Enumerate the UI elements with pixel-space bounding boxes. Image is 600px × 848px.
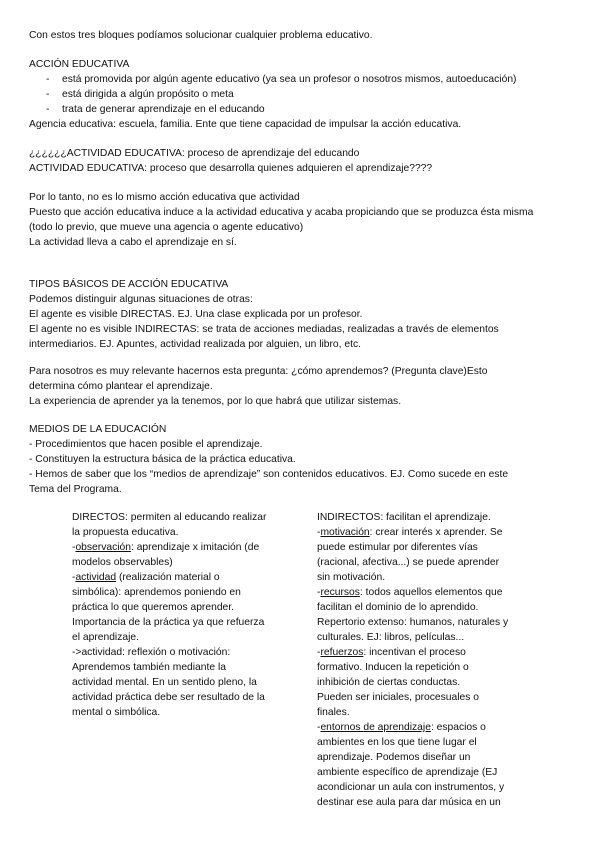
text-line: Importancia de la práctica ya que refuerza: [72, 617, 265, 628]
tipos-basicos-section: [29, 277, 578, 352]
column-heading: DIRECTOS: permiten al educando realizar: [72, 512, 267, 523]
intro-line: Con estos tres bloques podíamos solucionar cualquier problema educativo.: [29, 30, 373, 41]
list-item: [29, 102, 578, 117]
list-item: [29, 72, 578, 87]
text-line: ambiente específico de aprendizaje (EJ: [317, 767, 498, 778]
actividad-term-line: [72, 570, 297, 585]
text-line: intermediarios. EJ. Apuntes, actividad realizada por alguien, un libro, etc.: [29, 339, 361, 350]
term-recursos: recursos: [320, 587, 360, 598]
text-line: culturales. EJ: libros, películas...: [317, 632, 465, 643]
list-item-text: está dirigida a algún propósito o meta: [62, 89, 234, 100]
intro-paragraph: [29, 28, 578, 43]
term-entornos: entornos de aprendizaje: [320, 722, 431, 733]
column-heading: INDIRECTOS: facilitan el aprendizaje.: [317, 512, 491, 523]
bullet-dash: -: [46, 74, 50, 85]
text-line: Tema del Programa.: [29, 484, 122, 495]
text-line: inhibición de ciertas conductas.: [317, 677, 461, 688]
recursos-line: [317, 585, 532, 600]
agencia-line: Agencia educativa: escuela, familia. Ente que tiene capacidad de impulsar la acción educativa.: [29, 119, 462, 130]
text-line: La experiencia de aprender ya la tenemos, por lo que habrá que utilizar sistemas.: [29, 396, 402, 407]
text-line: - Procedimientos que hacen posible el aprendizaje.: [29, 439, 263, 450]
text-line: sin motivación.: [317, 572, 386, 583]
text-line: ->actividad: reflexión o motivación:: [72, 647, 231, 658]
prefix-dash: -: [317, 722, 321, 733]
prefix-dash: -: [72, 572, 76, 583]
entornos-line: [317, 720, 532, 735]
text-line: La actividad lleva a cabo el aprendizaje en sí.: [29, 237, 237, 248]
text-line: Para nosotros es muy relevante hacernos esta pregunta: ¿cómo aprendemos? (Pregunta clave)Esto: [29, 366, 488, 377]
bullet-dash: -: [46, 104, 50, 115]
text-line: el aprendizaje.: [72, 632, 139, 643]
text-line: puede estimular por diferentes vías: [317, 542, 478, 553]
text-line: Puesto que acción educativa induce a la actividad educativa y acaba propiciando que se produzca ésta misma: [29, 207, 534, 218]
prefix-dash: -: [72, 542, 76, 553]
text-line: El agente es visible DIRECTAS. EJ. Una clase explicada por un profesor.: [29, 309, 363, 320]
text-line: ambientes en los que tiene lugar el: [317, 737, 477, 748]
text-line: (todo lo previo, que mueve una agencia o agente educativo): [29, 222, 304, 233]
indirectos-column: [317, 510, 532, 810]
section-heading: ACCIÓN EDUCATIVA: [29, 59, 130, 70]
text-line: Pueden ser iniciales, procesuales o: [317, 692, 479, 703]
term-description: (realización material o: [116, 572, 220, 583]
observacion-line: [72, 540, 297, 555]
term-description: : crear interés x aprender. Se: [369, 527, 503, 538]
term-description: : espacios o: [430, 722, 486, 733]
text-line: finales.: [317, 707, 350, 718]
text-line: - Hemos de saber que los “medios de aprendizaje” son contenidos educativos. EJ. Como sucede en este: [29, 469, 509, 480]
list-item: [29, 87, 578, 102]
text-line: modelos observables): [72, 557, 173, 568]
accion-educativa-section: [29, 57, 578, 132]
text-line: determina cómo plantear el aprendizaje.: [29, 381, 213, 392]
bullet-dash: -: [46, 89, 50, 100]
text-line: simbólica): aprendemos poniendo en: [72, 587, 241, 598]
por-lo-tanto-paragraph: [29, 190, 578, 250]
list-item-text: trata de generar aprendizaje en el educando: [62, 104, 265, 115]
text-line: aprendizaje. Podemos diseñar un: [317, 752, 471, 763]
text-line: destinar ese aula para dar música en un: [317, 797, 501, 808]
text-line: formativo. Inducen la repetición o: [317, 662, 469, 673]
list-item-text: está promovida por algún agente educativo (ya sea un profesor o nosotros mismos, autoeducación): [62, 74, 517, 85]
section-heading: TIPOS BÁSICOS DE ACCIÓN EDUCATIVA: [29, 279, 229, 290]
actividad-line: ¿¿¿¿¿¿ACTIVIDAD EDUCATIVA: proceso de aprendizaje del educando: [29, 148, 360, 159]
actividad-educativa-section: [29, 146, 578, 176]
section-heading: MEDIOS DE LA EDUCACIÓN: [29, 424, 167, 435]
prefix-dash: -: [317, 647, 321, 658]
directos-column: [72, 510, 297, 720]
text-line: actividad mental. En un sentido pleno, la: [72, 677, 257, 688]
term-motivacion: motivación: [320, 527, 370, 538]
motivacion-line: [317, 525, 532, 540]
text-line: facilitan el dominio de lo aprendido.: [317, 602, 479, 613]
medios-educacion-section: [29, 422, 578, 497]
text-line: la propuesta educativa.: [72, 527, 179, 538]
term-description: : aprendizaje x imitación (de: [130, 542, 260, 553]
term-description: : todos aquellos elementos que: [359, 587, 503, 598]
text-line: Aprendemos también mediante la: [72, 662, 226, 673]
text-line: Por lo tanto, no es lo mismo acción educativa que actividad: [29, 192, 300, 203]
prefix-dash: -: [317, 587, 321, 598]
actividad-line: ACTIVIDAD EDUCATIVA: proceso que desarrolla quienes adquieren el aprendizaje????: [29, 163, 433, 174]
term-actividad: actividad: [75, 572, 117, 583]
text-line: práctica lo que queremos aprender.: [72, 602, 234, 613]
text-line: actividad práctica debe ser resultado de la: [72, 692, 265, 703]
text-line: El agente no es visible INDIRECTAS: se trata de acciones mediadas, realizadas a través de elementos: [29, 324, 499, 335]
text-line: Repertorio extenso: humanos, naturales y: [317, 617, 509, 628]
term-description: : incentivan el proceso: [363, 647, 466, 658]
text-line: acondicionar un aula con instrumentos, y: [317, 782, 505, 793]
text-line: (racional, afectiva...) se puede aprender: [317, 557, 500, 568]
text-line: Podemos distinguir algunas situaciones de otras:: [29, 294, 253, 305]
term-observacion: observación: [75, 542, 131, 553]
prefix-dash: -: [317, 527, 321, 538]
accion-bullet-list: [29, 72, 578, 117]
term-refuerzos: refuerzos: [320, 647, 364, 658]
para-nosotros-paragraph: [29, 364, 578, 409]
text-line: mental o simbólica.: [72, 707, 161, 718]
text-line: - Constituyen la estructura básica de la práctica educativa.: [29, 454, 296, 465]
refuerzos-line: [317, 645, 532, 660]
